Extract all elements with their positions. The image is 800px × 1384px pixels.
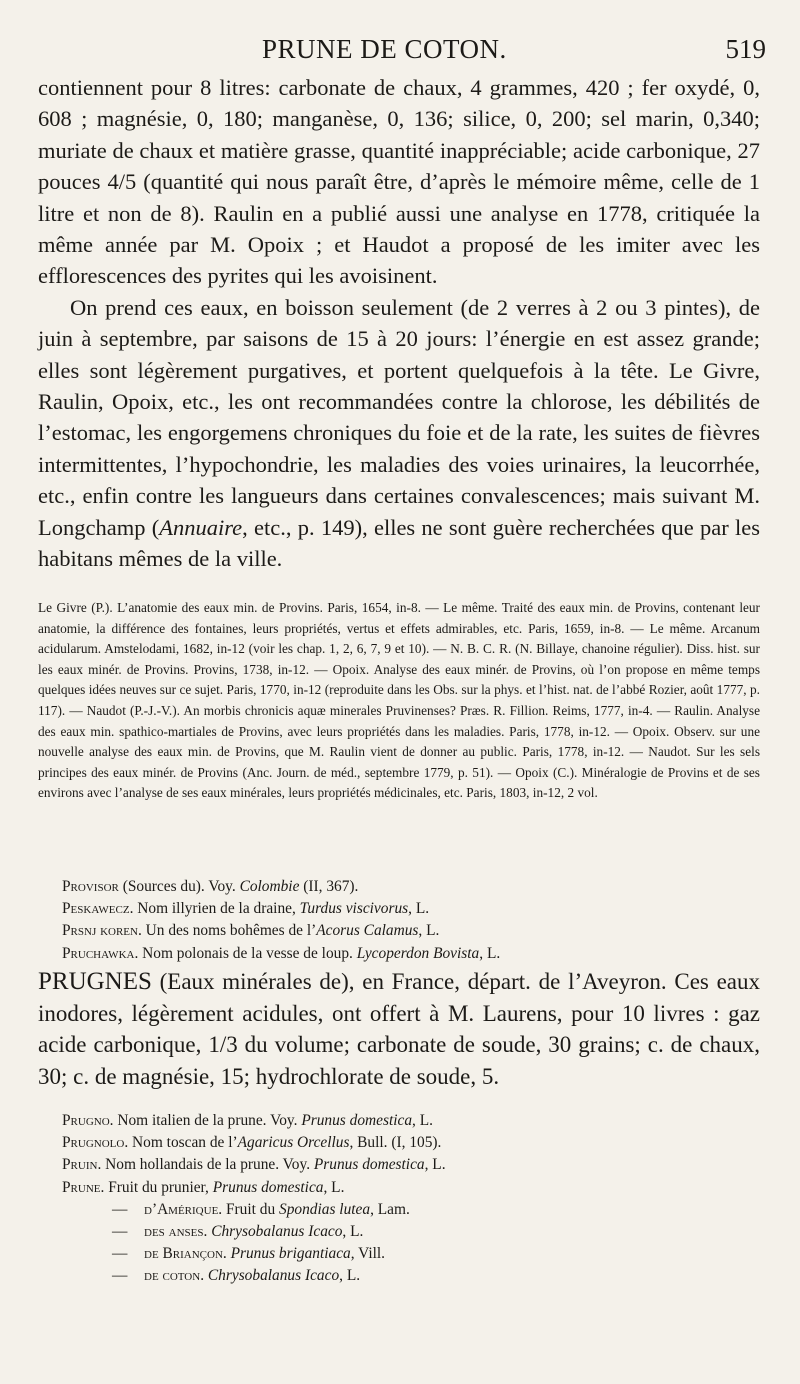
entry-rest: , L. [412, 1112, 433, 1129]
entry-text: . [222, 1245, 231, 1263]
entry-italic: Colombie [239, 878, 300, 895]
entry-rest: , L. [479, 944, 501, 962]
subentry-dash: — [112, 1223, 128, 1241]
entry-term: Prune [62, 1178, 101, 1196]
entry-text: . Nom toscan de l’ [124, 1134, 238, 1152]
entry-italic: Lycoperdon Bovista [356, 944, 480, 962]
entry-text: . [203, 1223, 212, 1241]
entry-rest: , Lam. [370, 1200, 410, 1218]
dictionary-entry [38, 1154, 760, 1176]
entry-rest: , L. [424, 1156, 446, 1174]
entry-italic: Prunus domestica [301, 1112, 413, 1129]
entry-term: Provisor [62, 878, 119, 895]
entry-italic: Acorus Calamus [316, 922, 419, 940]
entry-text: . Nom polonais de la vesse de loup. [134, 944, 357, 962]
entry-term: de Briançon [144, 1245, 223, 1263]
dictionary-entry [38, 920, 760, 942]
dictionary-subentry [38, 1199, 760, 1221]
entry-list-b [38, 1110, 760, 1288]
entry-term: Prsnj koren [62, 922, 138, 940]
entry-rest: , L. [408, 900, 430, 918]
bibliography: Le Givre (P.). L’anatomie des eaux min. de Provins. Paris, 1654, in-8. — Le même. Traité des eaux min. de Provins, contenant leur anatomie, la différence des fontaines, leurs propriétés, vertus et effets admirables, etc. Paris, 1659, in-8. — Le même. Arcanum acidularum. Amstelodami, 1682, in-12 (voir les chap. 1, 2, 6, 7, 9 et 10). — N. B. C. R. (N. Billaye, chanoine régulier). Diss. hist. sur les eaux minér. de Provins. Provins, 1738, in-12. — Opoix. Analyse des eaux minér. de Provins, où l’on propose en même temps quelques idées neuves sur ce sujet. Paris, 1770, in-12 (reproduite dans les Obs. sur la phys. et l’hist. nat. de l’abbé Rozier, août 1777, p. 117). — Naudot (P.-J.-V.). An morbis chronicis aquæ minerales Pruvinenses? Præs. R. Fillion. Reims, 1777, in-4. — Raulin. Analyse des eaux min. spathico-martiales de Provins, avec leurs propriétés dans les maladies. Paris, 1778, in-12. — Opoix. Observ. sur une nouvelle analyse des eaux min. de Provins, que M. Raulin vient de donner au public. Paris, 1778, in-12. — Naudot. Sur les sels principes des eaux minér. de Provins (Anc. Journ. de méd., septembre 1779, p. 51). — Opoix (C.). Minéralogie de Provins et de ses environs avec l’analyse de ses eaux minérales, leurs propriétés médicinales, etc. Paris, 1803, in-12, 2 vol. [38, 600, 760, 801]
subentry-dash: — [112, 1267, 128, 1285]
entry-italic: Chrysobalanus Icaco [207, 1267, 340, 1285]
main-text [38, 72, 760, 575]
entry-text: (Sources du). Voy. [118, 878, 240, 895]
entry-rest: , Bull. (I, 105). [349, 1134, 442, 1152]
entry-term: de coton [144, 1267, 201, 1285]
dictionary-entry [38, 1177, 760, 1199]
entry-rest: , L. [339, 1267, 361, 1285]
entry-text: . Nom hollandais de la prune. Voy. [97, 1156, 314, 1174]
entry-text: . Fruit du prunier, [100, 1178, 213, 1196]
dictionary-entry [38, 943, 760, 965]
entry-rest: , L. [342, 1223, 364, 1241]
entry-term: Peskawecz [62, 900, 130, 918]
entry-rest: , L. [418, 922, 440, 940]
usage-italic: Annuaire [159, 514, 243, 540]
page-number: 519 [725, 34, 766, 64]
paragraph-usage [38, 292, 760, 575]
entry-italic: Prunus domestica [212, 1178, 324, 1196]
entry-term: d’Amérique [144, 1200, 219, 1218]
entry-text: . Nom italien de la prune. Voy. [109, 1112, 302, 1129]
running-title: PRUNE DE COTON. [262, 34, 507, 64]
entry-rest: , Vill. [350, 1245, 386, 1263]
dictionary-subentry [38, 1221, 760, 1243]
entry-term: Pruchawka [62, 944, 135, 962]
dictionary-entry [38, 1110, 760, 1132]
prugnes-headword: PRUGNES [38, 968, 152, 995]
entry-term: des anses [144, 1223, 204, 1241]
paragraph-analysis: contiennent pour 8 litres: carbonate de chaux, 4 grammes, 420 ; fer oxydé, 0, 608 ; magnésie, 0, 180; manganèse, 0, 136; silice, 0, 200; sel marin, 0,340; muriate de chaux et matière grasse, quantité inappréciable; acide carbonique, 27 pouces 4/5 (quantité qui nous paraît être, d’après le mémoire même, celle de 1 litre et non de 8). Raulin en a publié aussi une analyse en 1778, critiquée la même année par M. Opoix ; et Haudot a proposé de les imiter avec les efflorescences des pyrites qui les avoisinent. [38, 75, 760, 289]
dictionary-entry [38, 898, 760, 920]
usage-text-end: , etc., p. 149), elles ne sont guère recherchées que par les habitans mêmes de la ville. [38, 514, 761, 572]
entry-italic: Spondias lutea [279, 1200, 371, 1218]
entry-term: Pruin [62, 1156, 98, 1174]
entry-term: Prugnolo [62, 1134, 125, 1152]
entry-italic: Prunus domestica [313, 1156, 425, 1174]
entry-text: . Fruit du [218, 1200, 280, 1218]
dictionary-subentry [38, 1265, 760, 1287]
entry-text: . Nom illyrien de la draine, [129, 900, 300, 918]
prugnes-article [38, 966, 760, 1092]
dictionary-entry [38, 1132, 760, 1154]
subentry-dash: — [112, 1245, 128, 1263]
usage-text: On prend ces eaux, en boisson seulement (de 2 verres à 2 ou 3 pintes), de juin à septembre, par saisons de 15 à 20 jours: l’énergie en est assez grande; elles sont légèrement purgatives, et portent quelquefois à la tête. Le Givre, Raulin, Opoix, etc., les ont recommandées contre la chlorose, les débilités de l’estomac, les engorgemens chroniques du foie et de la rate, les suites de fièvres intermittentes, l’hypochondrie, les maladies des voies urinaires, la leucorrhée, etc., enfin contre les langueurs dans certaines convalescences; mais suivant M. Longchamp ( [38, 294, 760, 540]
dictionary-entry [38, 876, 760, 898]
page-header [0, 34, 800, 66]
entry-italic: Turdus viscivorus [299, 900, 409, 918]
entry-text: . [200, 1267, 208, 1285]
entry-italic: Prunus brigantiaca [230, 1245, 351, 1263]
entry-rest: (II, 367). [299, 878, 359, 895]
entry-term: Prugno [62, 1112, 110, 1129]
entry-text: . Un des noms bohêmes de l’ [137, 922, 317, 940]
entry-italic: Chrysobalanus Icaco [211, 1223, 343, 1241]
subentry-dash: — [112, 1200, 128, 1218]
prugnes-text: (Eaux minérales de), en France, départ. de l’Aveyron. Ces eaux inodores, légèrement acidules, ont offert à M. Laurens, pour 10 livres : gaz acide carbonique, 1/3 du volume; carbonate de soude, 30 grains; c. de chaux, 30; c. de magnésie, 15; hydrochlorate de soude, 5. [38, 969, 760, 1089]
entry-italic: Agaricus Orcellus [237, 1134, 350, 1152]
entry-list-a [38, 876, 760, 965]
dictionary-subentry [38, 1243, 760, 1265]
entry-rest: , L. [323, 1178, 345, 1196]
